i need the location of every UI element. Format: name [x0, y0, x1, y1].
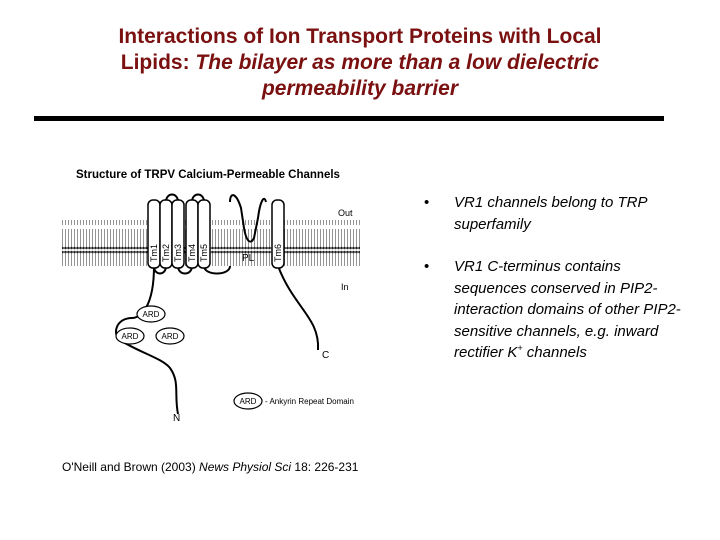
lipid-bilayer [62, 220, 360, 266]
trpv-structure-figure [58, 158, 368, 428]
title-line-2-plain: Lipids: [120, 51, 196, 74]
figure-heading: Structure of TRPV Calcium-Permeable Channels [76, 169, 340, 181]
title-line-1: Interactions of Ion Transport Proteins with Local [118, 25, 602, 48]
trpv-diagram [58, 158, 368, 428]
bullet-list [424, 192, 694, 385]
citation [62, 460, 358, 474]
citation-journal: News Physiol Sci [199, 460, 292, 474]
tm5-label: Tm5 [199, 244, 209, 262]
n-terminus-label: N [173, 413, 181, 424]
bullet-text-2-superscript: + [517, 343, 523, 353]
bullet-symbol: • [424, 258, 430, 275]
citation-ref: 18: 226-231 [291, 460, 359, 474]
tm4-label: Tm4 [187, 244, 197, 262]
title-line-3-italic: permeability barrier [261, 77, 459, 100]
legend-ard-label: ARD [239, 397, 257, 406]
tm1-label: Tm1 [149, 244, 159, 262]
label-out: Out [338, 208, 353, 218]
legend-text: - Ankyrin Repeat Domain [265, 397, 354, 406]
ard-label-1: ARD [142, 310, 160, 319]
bullet-symbol: • [424, 194, 430, 211]
bullet-text-2: VR1 C-terminus contains sequences conserved in PIP2-interaction domains of other PIP2-sensitive channels, e.g. inward rectifier K [454, 258, 681, 361]
bullet-item-2 [424, 256, 694, 364]
c-terminus-label: C [322, 350, 330, 361]
ard-label-2: ARD [121, 332, 139, 341]
bullet-item-1 [424, 192, 694, 235]
bullet-text-2-end: channels [522, 344, 587, 361]
title-line-2-italic: The bilayer as more than a low dielectric [195, 51, 600, 74]
ankyrin-domains [116, 306, 184, 344]
tm6-label: Tm6 [273, 244, 283, 262]
tm2-label: Tm2 [161, 244, 171, 262]
title-divider [34, 116, 664, 121]
citation-authors: O'Neill and Brown (2003) [62, 460, 200, 474]
tm3-label: Tm3 [173, 244, 183, 262]
ard-label-3: ARD [161, 332, 179, 341]
pore-loop-label: PL [242, 253, 255, 264]
label-in: In [341, 282, 349, 292]
slide-title [40, 24, 680, 102]
bullet-text-1: VR1 channels belong to TRP superfamily [454, 194, 647, 233]
